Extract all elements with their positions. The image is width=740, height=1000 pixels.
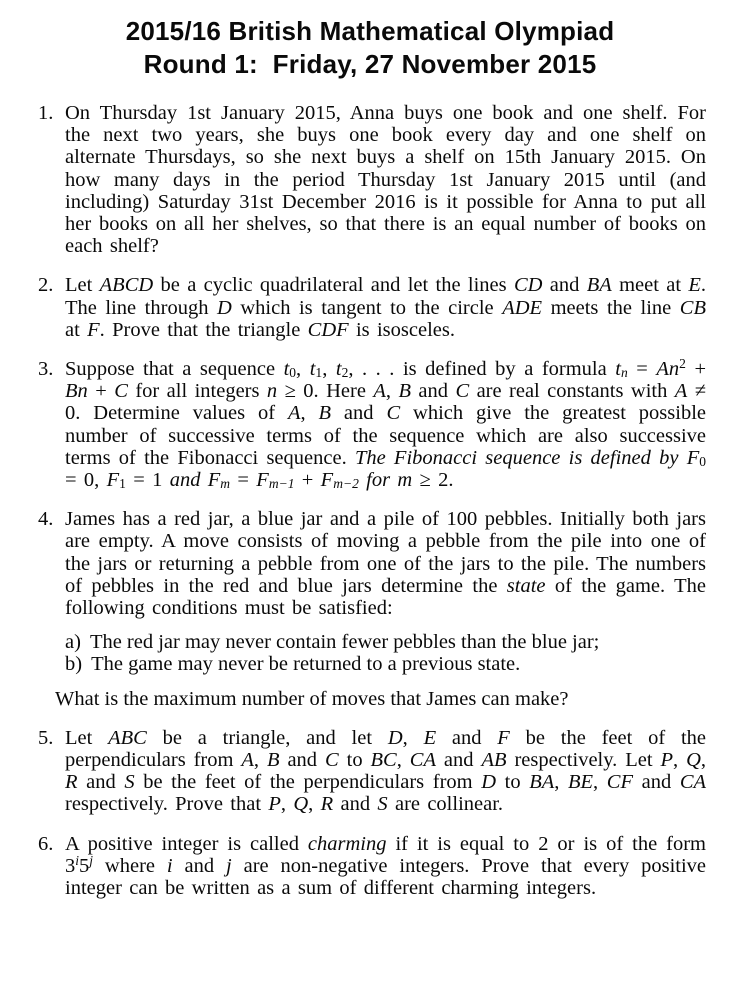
subitem-label: a) (65, 631, 81, 654)
problem-number: 2. (38, 274, 54, 297)
problem-item-2 (38, 274, 706, 341)
subitem-b (65, 653, 706, 675)
subitem-label: b) (65, 653, 83, 676)
problem-text: Let ABC be a triangle, and let D, E and F be the feet of the perpendiculars from A, B and C to BC, CA and AB respectively. Let P, Q, R and S be the feet of the perpendiculars from D to BA, BE, CF and CA respectively. Prove that P, Q, R and S are collinear. (65, 726, 707, 816)
problem-item-5 (38, 727, 706, 816)
subitem-text: The game may never be returned to a previous state. (91, 653, 521, 676)
problem-list (0, 102, 740, 899)
problem-text: James has a red jar, a blue jar and a pile of 100 pebbles. Initially both jars are empty. A move consists of moving a pebble from the pile into one of the jars or returning a pebble from one of the jars to the pile. The numbers of pebbles in the red and blue jars determine the state of the game. The following conditions must be satisfied: (65, 508, 706, 620)
title-line-1: 2015/16 British Mathematical Olympiad (125, 16, 615, 46)
problem-text: Suppose that a sequence $t_0$, $t_1$, $t_2$, . . . is defined by a formula $t_n = An^2 + Bn + C$ for all integers n ≥ 0. Here A, B and C are real constants with A ≠ 0. Determine values of A, B and C which give the greatest possible number of successive terms of the sequence which are also successive terms of the Fibonacci sequence. The Fibonacci sequence is defined by $F_0 = 0$, $F_1 = 1$ and $F_m = F_{m-1} + F_{m-2}$ for m ≥ 2. (65, 356, 707, 492)
title-line-2: Round 1: Friday, 27 November 2015 (143, 49, 597, 79)
problem-text: A positive integer is called charming if it is equal to 2 or is of the form 3$^i$5$^j$ where i and j are non-negative integers. Prove that every positive integer can be written as a sum of different charming integers. (65, 832, 707, 900)
problem-item-4 (38, 508, 706, 710)
problem-number: 3. (38, 358, 54, 381)
problem-item-1 (38, 102, 706, 257)
problem-number: 4. (38, 508, 54, 531)
subitem-text: The red jar may never contain fewer pebbles than the blue jar; (89, 631, 600, 654)
document-title (0, 0, 740, 81)
problem-text: On Thursday 1st January 2015, Anna buys one book and one shelf. For the next two years, she buys one book every day and one shelf on alternate Thursdays, so she next buys a shelf on 15th January 2015. On how many days in the period Thursday 1st January 2015 until (and including) Saturday 31st December 2016 is it possible for Anna to put all her books on all her shelves, so that there is an equal number of books on each shelf? (65, 102, 706, 258)
problem-number: 5. (38, 726, 54, 749)
problem-question: What is the maximum number of moves that James can make? (55, 687, 569, 710)
problem-text: Let ABCD be a cyclic quadrilateral and let the lines CD and BA meet at E. The line through D which is tangent to the circle ADE meets the line CB at F. Prove that the triangle CDF is isosceles. (65, 274, 707, 341)
subitem-a (65, 631, 706, 653)
problem-number: 6. (38, 832, 54, 855)
problem-item-6 (38, 833, 706, 900)
problem-number: 1. (38, 102, 54, 124)
problem-item-3 (38, 358, 706, 491)
